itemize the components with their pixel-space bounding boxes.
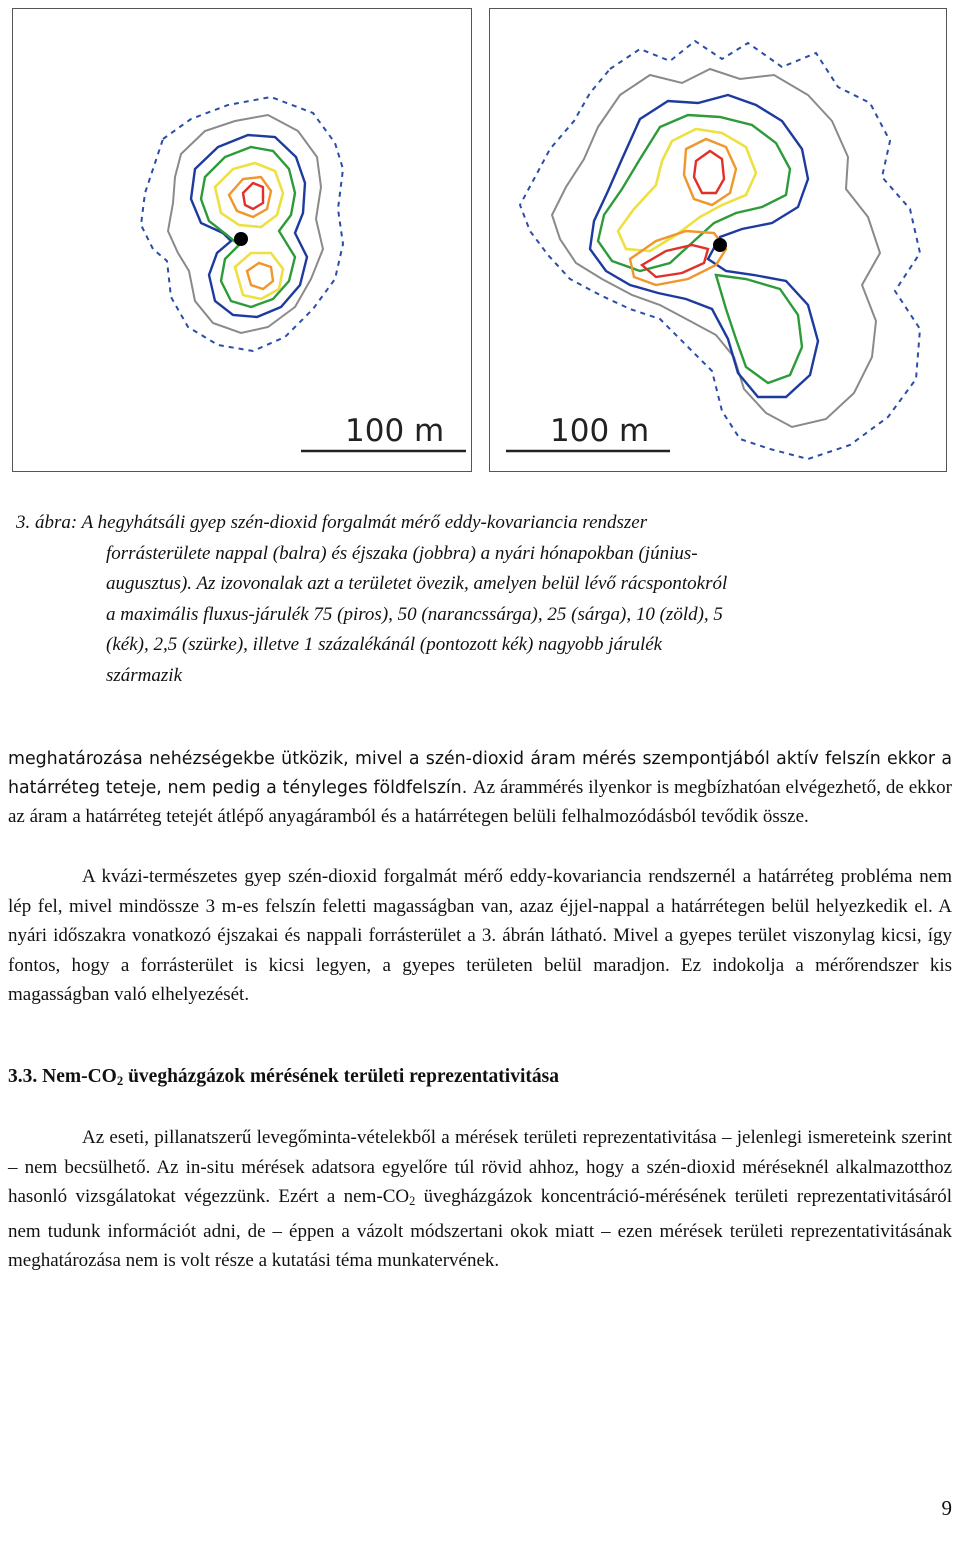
contour-75-percent-upper <box>694 151 724 193</box>
scale-label-night: 100 m <box>550 413 650 449</box>
contour-50-percent-upper <box>229 177 271 217</box>
figure-panel-night <box>489 8 947 472</box>
body-paragraph <box>8 1123 952 1276</box>
paragraph-text: Az eseti, pillanatszerű levegőminta-vételekből a mérések területi reprezentativitása – jelenlegi ismereteink szerint – nem becsülhető. Az in-situ mérések adatsora egyelőre túl rövid ahhoz, hogy a szén-dioxid méréseknél alkalmazotthoz hasonló vizsgálatokat végezzünk. Ezért a nem-CO <box>8 1127 952 1208</box>
contour-50-percent-lower <box>247 263 273 289</box>
caption-line: augusztus). Az izovonalak azt a területet övezik, amelyen belül lévő rácspontokról <box>106 573 728 594</box>
caption-line: forrásterülete nappal (balra) és éjszaka (jobbra) a nyári hónapokban (június- <box>106 542 698 564</box>
contour-25-percent-upper <box>215 163 283 227</box>
heading-text: üvegházgázok mérésének területi reprezentativitása <box>123 1066 559 1087</box>
contour-10-percent-lower <box>716 275 802 383</box>
figure-panel-day <box>12 8 472 472</box>
caption-line: származik <box>106 664 183 686</box>
tower-marker <box>713 238 727 252</box>
contour-75-percent <box>243 183 263 209</box>
body-paragraph <box>8 745 952 831</box>
page-number: 9 <box>941 1496 952 1520</box>
paragraph-text: meghatározása nehézségekbe ütközik, mivel a szén-dioxid áram mérés szempontjából aktív felszín ekkor a határréteg teteje, nem pedig a tényleges földfelszín. <box>8 749 952 798</box>
body-paragraph <box>8 862 952 1010</box>
figure-caption <box>16 508 942 691</box>
footprint-map-day <box>13 9 472 472</box>
caption-line: 3. ábra: A hegyhátsáli gyep szén-dioxid forgalmát mérő eddy-kovariancia rendszer <box>16 512 648 533</box>
tower-marker <box>234 232 248 246</box>
paragraph-text: Az árammérés ilyenkor is megbízhatóan elvégezhető, de ekkor az áram a határréteg tetejét átlépő anyagáramból és a határrétegen belüli felhalmozódásból tevődik össze. <box>8 776 953 827</box>
caption-line: a maximális fluxus-járulék 75 (piros), 50 (narancssárga), 25 (sárga), 10 (zöld), 5 <box>106 603 723 625</box>
paragraph-text: üvegházgázok koncentráció-mérésének területi reprezentativitásáról nem tudunk információt adni, de – éppen a vázolt módszertani okok miatt – ezen mérések területi reprezentativitásának meghatározása nem is volt része a kutatási téma munkatervének. <box>8 1186 953 1272</box>
heading-subscript: 2 <box>116 1074 124 1089</box>
contour-25-percent-lower <box>235 253 283 299</box>
contour-50-percent-lower <box>630 231 726 285</box>
paragraph-subscript: 2 <box>409 1194 416 1209</box>
scale-label-day: 100 m <box>345 413 445 449</box>
footprint-map-night <box>490 9 947 472</box>
contour-50-percent-upper <box>684 139 736 205</box>
paragraph-text: A kvázi-természetes gyep szén-dioxid forgalmát mérő eddy-kovariancia rendszernél a határréteg probléma nem lép fel, mivel mindössze 3 m-es felszín feletti magasságban van, azaz éjjel-nappal a határrétegen belül helyezkedik el. A nyári időszakra vonatkozó éjszakai és nappali forrásterület a 3. ábrán látható. Mivel a gyepes terület viszonylag kicsi, így fontos, hogy a forrásterület is kicsi legyen, a gyepes területen belül maradjon. Ez indokolja a mérőrendszer kis magasságban való elhelyezését. <box>8 866 952 1006</box>
caption-line: (kék), 2,5 (szürke), illetve 1 százalékánál (pontozott kék) nagyobb járulék <box>106 634 663 655</box>
heading-text: 3.3. Nem-CO <box>8 1066 117 1087</box>
section-heading <box>8 1066 559 1089</box>
